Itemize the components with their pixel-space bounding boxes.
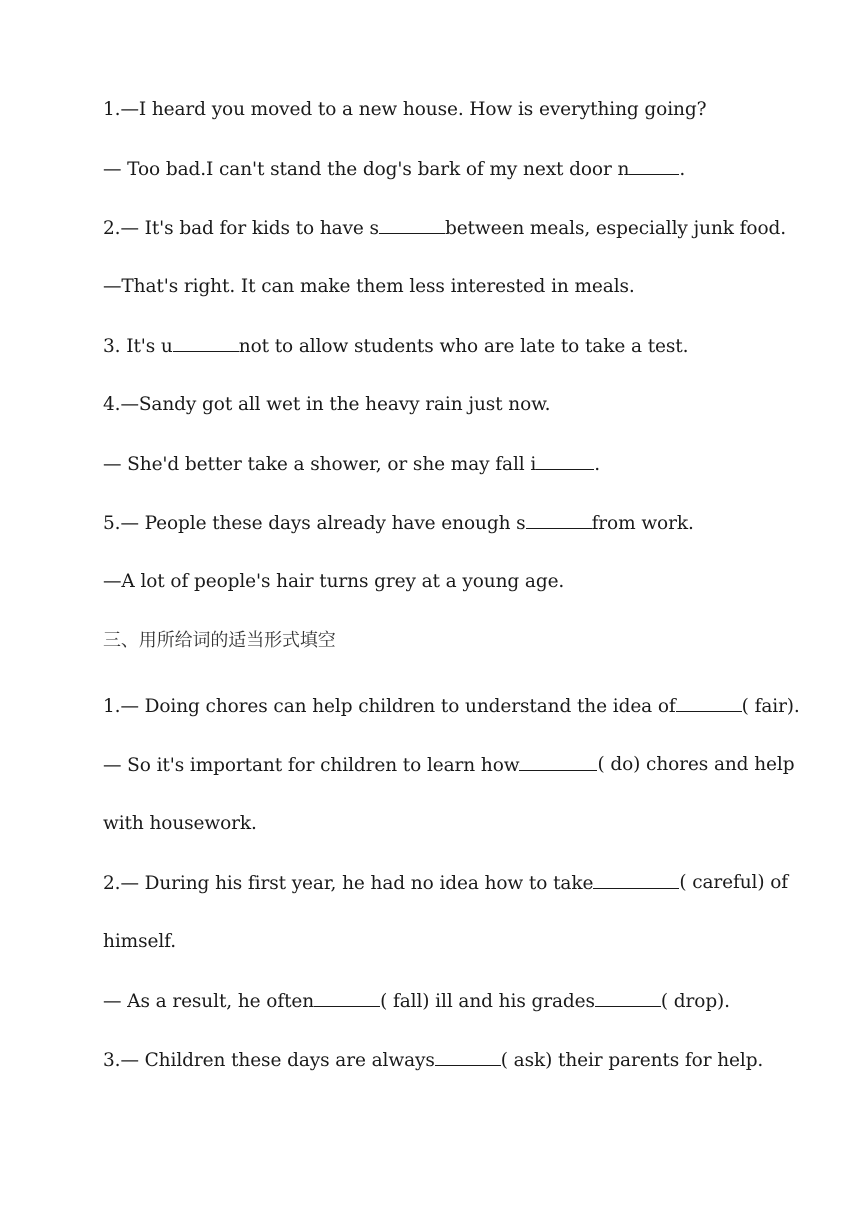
answer-blank[interactable] bbox=[676, 694, 742, 712]
line-text: 3. It's u bbox=[103, 336, 173, 357]
line-text: — As a result, he often bbox=[103, 991, 315, 1012]
line-text: 2.— During his first year, he had no idea how to take bbox=[103, 873, 594, 894]
answer-blank[interactable] bbox=[526, 511, 592, 529]
question-3-1-prompt bbox=[103, 694, 800, 718]
answer-blank[interactable] bbox=[435, 1048, 501, 1066]
line-text: . bbox=[594, 454, 600, 475]
line-text: 4.—Sandy got all wet in the heavy rain just now. bbox=[103, 394, 551, 415]
line-text: —That's right. It can make them less interested in meals. bbox=[103, 276, 635, 297]
line-text: 1.—I heard you moved to a new house. How is everything going? bbox=[103, 99, 707, 120]
question-2-2-prompt bbox=[103, 216, 787, 240]
line-text: 5.— People these days already have enough s bbox=[103, 513, 526, 534]
line-text: ( careful) of bbox=[679, 872, 789, 893]
line-text: . bbox=[679, 159, 686, 180]
line-text: not to allow students who are late to take a test. bbox=[238, 336, 689, 357]
question-2-2-response bbox=[103, 275, 763, 299]
answer-blank[interactable] bbox=[314, 989, 380, 1007]
line-text: himself. bbox=[103, 931, 177, 952]
answer-blank[interactable] bbox=[379, 216, 445, 234]
question-2-1-prompt bbox=[103, 98, 763, 122]
answer-blank[interactable] bbox=[173, 334, 239, 352]
line-text: — So it's important for children to learn how bbox=[103, 755, 520, 776]
line-text-group bbox=[103, 753, 597, 777]
line-text: — Too bad.I can't stand the dog's bark of my next door n bbox=[103, 159, 630, 180]
line-text: ( fall) ill and his grades bbox=[380, 991, 595, 1012]
question-3-2-continuation bbox=[103, 930, 763, 954]
line-text: —A lot of people's hair turns grey at a young age. bbox=[103, 571, 565, 592]
answer-blank[interactable] bbox=[519, 753, 597, 771]
line-text: ( ask) their parents for help. bbox=[500, 1050, 764, 1071]
line-text: with housework. bbox=[103, 813, 257, 834]
question-3-2-response bbox=[103, 989, 763, 1013]
question-2-5-prompt bbox=[103, 511, 763, 535]
line-text: 2.— It's bad for kids to have s bbox=[103, 218, 379, 239]
section-3-heading: 三、用所给词的适当形式填空 bbox=[103, 630, 336, 651]
question-2-5-response bbox=[103, 570, 763, 594]
line-text: — She'd better take a shower, or she may fall i bbox=[103, 454, 537, 475]
line-text: ( drop). bbox=[660, 991, 730, 1012]
answer-blank[interactable] bbox=[595, 989, 661, 1007]
answer-blank[interactable] bbox=[536, 452, 594, 470]
question-2-4-prompt bbox=[103, 393, 763, 417]
question-3-2-prompt bbox=[103, 871, 789, 895]
line-text: 3.— Children these days are always bbox=[103, 1050, 435, 1071]
question-2-3 bbox=[103, 334, 763, 358]
line-text: ( do) chores and help bbox=[597, 754, 795, 775]
question-3-3 bbox=[103, 1048, 763, 1072]
question-2-1-response bbox=[103, 157, 763, 181]
line-text: 1.— Doing chores can help children to understand the idea of bbox=[103, 696, 676, 717]
question-3-1-continuation bbox=[103, 812, 763, 836]
question-3-1-response bbox=[103, 753, 795, 777]
question-2-4-response bbox=[103, 452, 763, 476]
worksheet-page bbox=[103, 98, 800, 1072]
line-text-group bbox=[103, 871, 679, 895]
answer-blank[interactable] bbox=[629, 157, 679, 175]
line-text: from work. bbox=[591, 513, 694, 534]
line-text: between meals, especially junk food. bbox=[444, 218, 787, 239]
line-text: ( fair). bbox=[741, 696, 800, 717]
answer-blank[interactable] bbox=[593, 871, 679, 889]
